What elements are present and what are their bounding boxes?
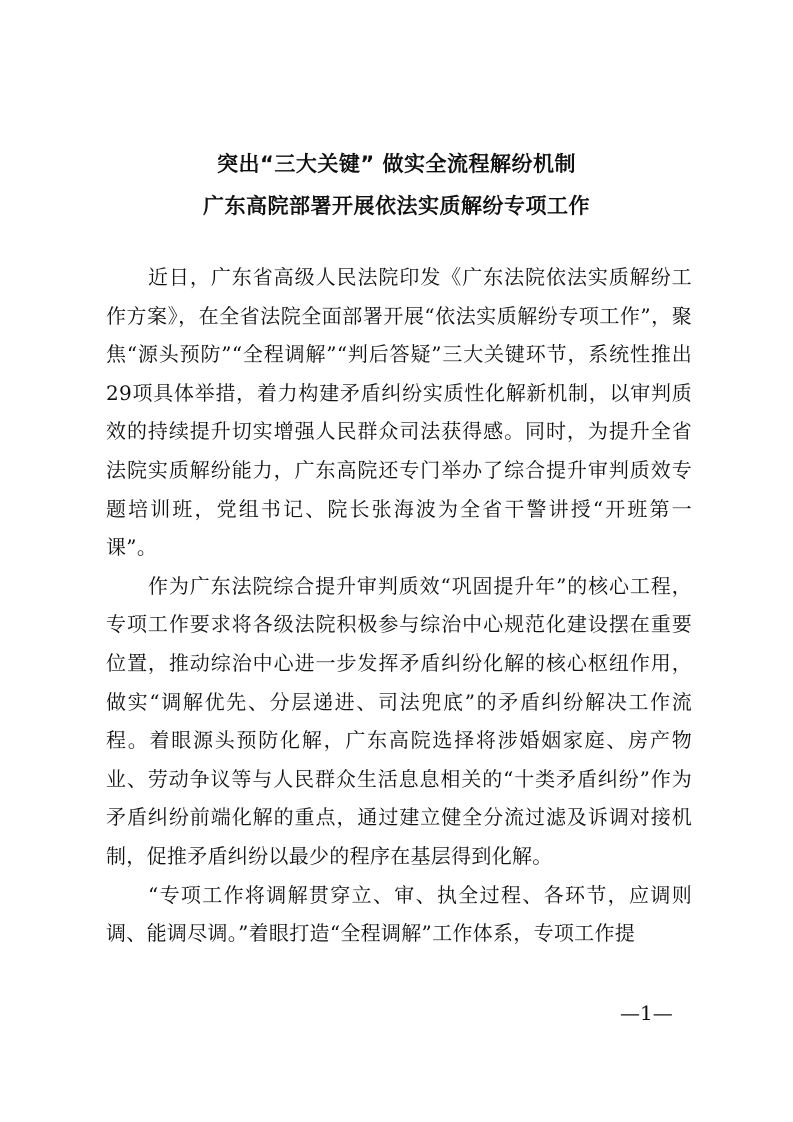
paragraph-3: “专项工作将调解贯穿立、审、执全过程、各环节，应调则调、能调尽调。”着眼打造“全程调解”工作体系，专项工作提 bbox=[106, 882, 692, 946]
paragraph-1: 近日，广东省高级人民法院印发《广东法院依法实质解纷工作方案》，在全省法院全面部署开展“依法实质解纷专项工作”，聚焦“源头预防”“全程调解”“判后答疑”三大关键环节，系统性推出29项具体举措，着力构建矛盾纠纷实质性化解新机制，以审判质效的持续提升切实增强人民群众司法获得感。同时，为提升全省法院实质解纷能力，广东高院还专门举办了综合提升审判质效专题培训班，党组书记、院长张海波为全省干警讲授“开班第一课”。 bbox=[106, 265, 692, 560]
document-body bbox=[106, 258, 692, 953]
paragraph-2: 作为广东法院综合提升审判质效“巩固提升年”的核心工程，专项工作要求将各级法院积极参与综治中心规范化建设摆在重要位置，推动综治中心进一步发挥矛盾纠纷化解的核心枢纽作用，做实“调解优先、分层递进、司法兜底”的矛盾纠纷解决工作流程。着眼源头预防化解，广东高院选择将涉婚姻家庭、房产物业、劳动争议等与人民群众生活息息相关的“十类矛盾纠纷”作为矛盾纠纷前端化解的重点，通过建立健全分流过滤及诉调对接机制，促推矛盾纠纷以最少的程序在基层得到化解。 bbox=[106, 573, 692, 868]
title-line-1: 突出“三大关键” 做实全流程解纷机制 bbox=[217, 152, 576, 176]
title-line-2: 广东高院部署开展依法实质解纷专项工作 bbox=[203, 194, 590, 218]
page-number: —1— bbox=[620, 1001, 673, 1025]
document-title bbox=[0, 143, 793, 227]
